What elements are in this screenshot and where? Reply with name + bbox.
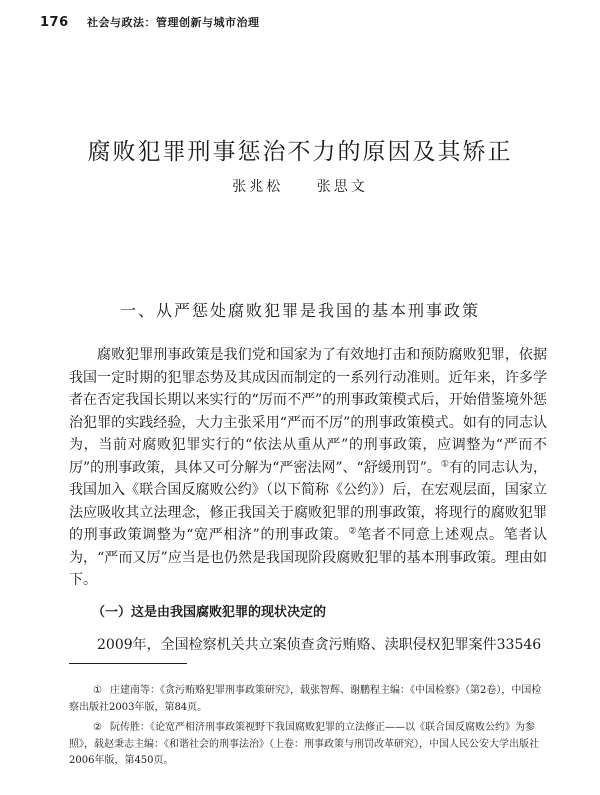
author-name: 张思文 xyxy=(316,179,368,195)
section-heading: 一、从严惩处腐败犯罪是我国的基本刑事政策 xyxy=(119,301,480,320)
author-name: 张兆松 xyxy=(232,179,284,195)
paragraph-text: 有的同志认为，我国加入《联合国反腐败公约》（以下简称《公约》）后，在宏观层面，国家立法应吸收其立法理念，修正我国关于腐败犯罪的刑事政策，将现行的腐败犯罪的刑事政策调整为“宽严相济”的刑事政策。 xyxy=(69,459,547,543)
article-title: 腐败犯罪刑事惩治不力的原因及其矫正 xyxy=(87,139,513,165)
footnote xyxy=(69,683,547,716)
paragraph: 2009年，全国检察机关共立案侦查贪污贿赂、渎职侵权犯罪案件33546 xyxy=(97,637,542,653)
footnote-marker: ① xyxy=(93,685,102,696)
running-title: 社会与政法：管理创新与城市治理 xyxy=(86,16,260,29)
paragraph-text: 笔者不同意上述观点。笔者认为，“严而又厉”应当是也仍然是我国现阶段腐败犯罪的基本刑事政策。理由如下。 xyxy=(69,527,547,588)
footnote xyxy=(69,720,547,770)
subsection-heading: （一）这是由我国腐败犯罪的现状决定的 xyxy=(92,605,327,620)
running-header xyxy=(40,14,560,30)
page-number: 176 xyxy=(40,15,69,30)
article-authors xyxy=(0,176,600,196)
footnote-text: 庄建南等：《贪污贿赂犯罪刑事政策研究》，载张智辉、谢鹏程主编：《中国检察》（第2卷），中国检察出版社2003年版，第84页。 xyxy=(69,685,542,713)
footnote-marker: ② xyxy=(93,722,102,733)
footnote-reference[interactable]: ② xyxy=(348,526,358,537)
paragraph xyxy=(69,344,547,592)
body-text xyxy=(69,344,547,592)
paragraph-text: 腐败犯罪刑事政策是我们党和国家为了有效地打击和预防腐败犯罪，依据我国一定时期的犯罪态势及其成因而制定的一系列行动准则。近年来，许多学者在否定我国长期以来实行的“厉而不严”的刑事政策模式后，开始借鉴境外惩治犯罪的实践经验，大力主张采用“严而不厉”的刑事政策模式。如有的同志认为，当前对腐败犯罪实行的“依法从重从严”的刑事政策，应调整为“严而不厉”的刑事政策，具体又可分解为“严密法网”、“舒缓刑罚”。 xyxy=(69,347,547,476)
footnote-reference[interactable]: ① xyxy=(440,458,449,469)
footnote-text: 阮传胜：《论宽严相济刑事政策视野下我国腐败犯罪的立法修正——以《联合国反腐败公约》为参照》，载赵秉志主编：《和谐社会的刑事法治》（上卷：刑事政策与刑罚改革研究），中国人民公安大学出版社2006年版，第450页。 xyxy=(69,722,539,766)
footnotes xyxy=(69,683,547,774)
footnote-divider xyxy=(69,663,187,664)
